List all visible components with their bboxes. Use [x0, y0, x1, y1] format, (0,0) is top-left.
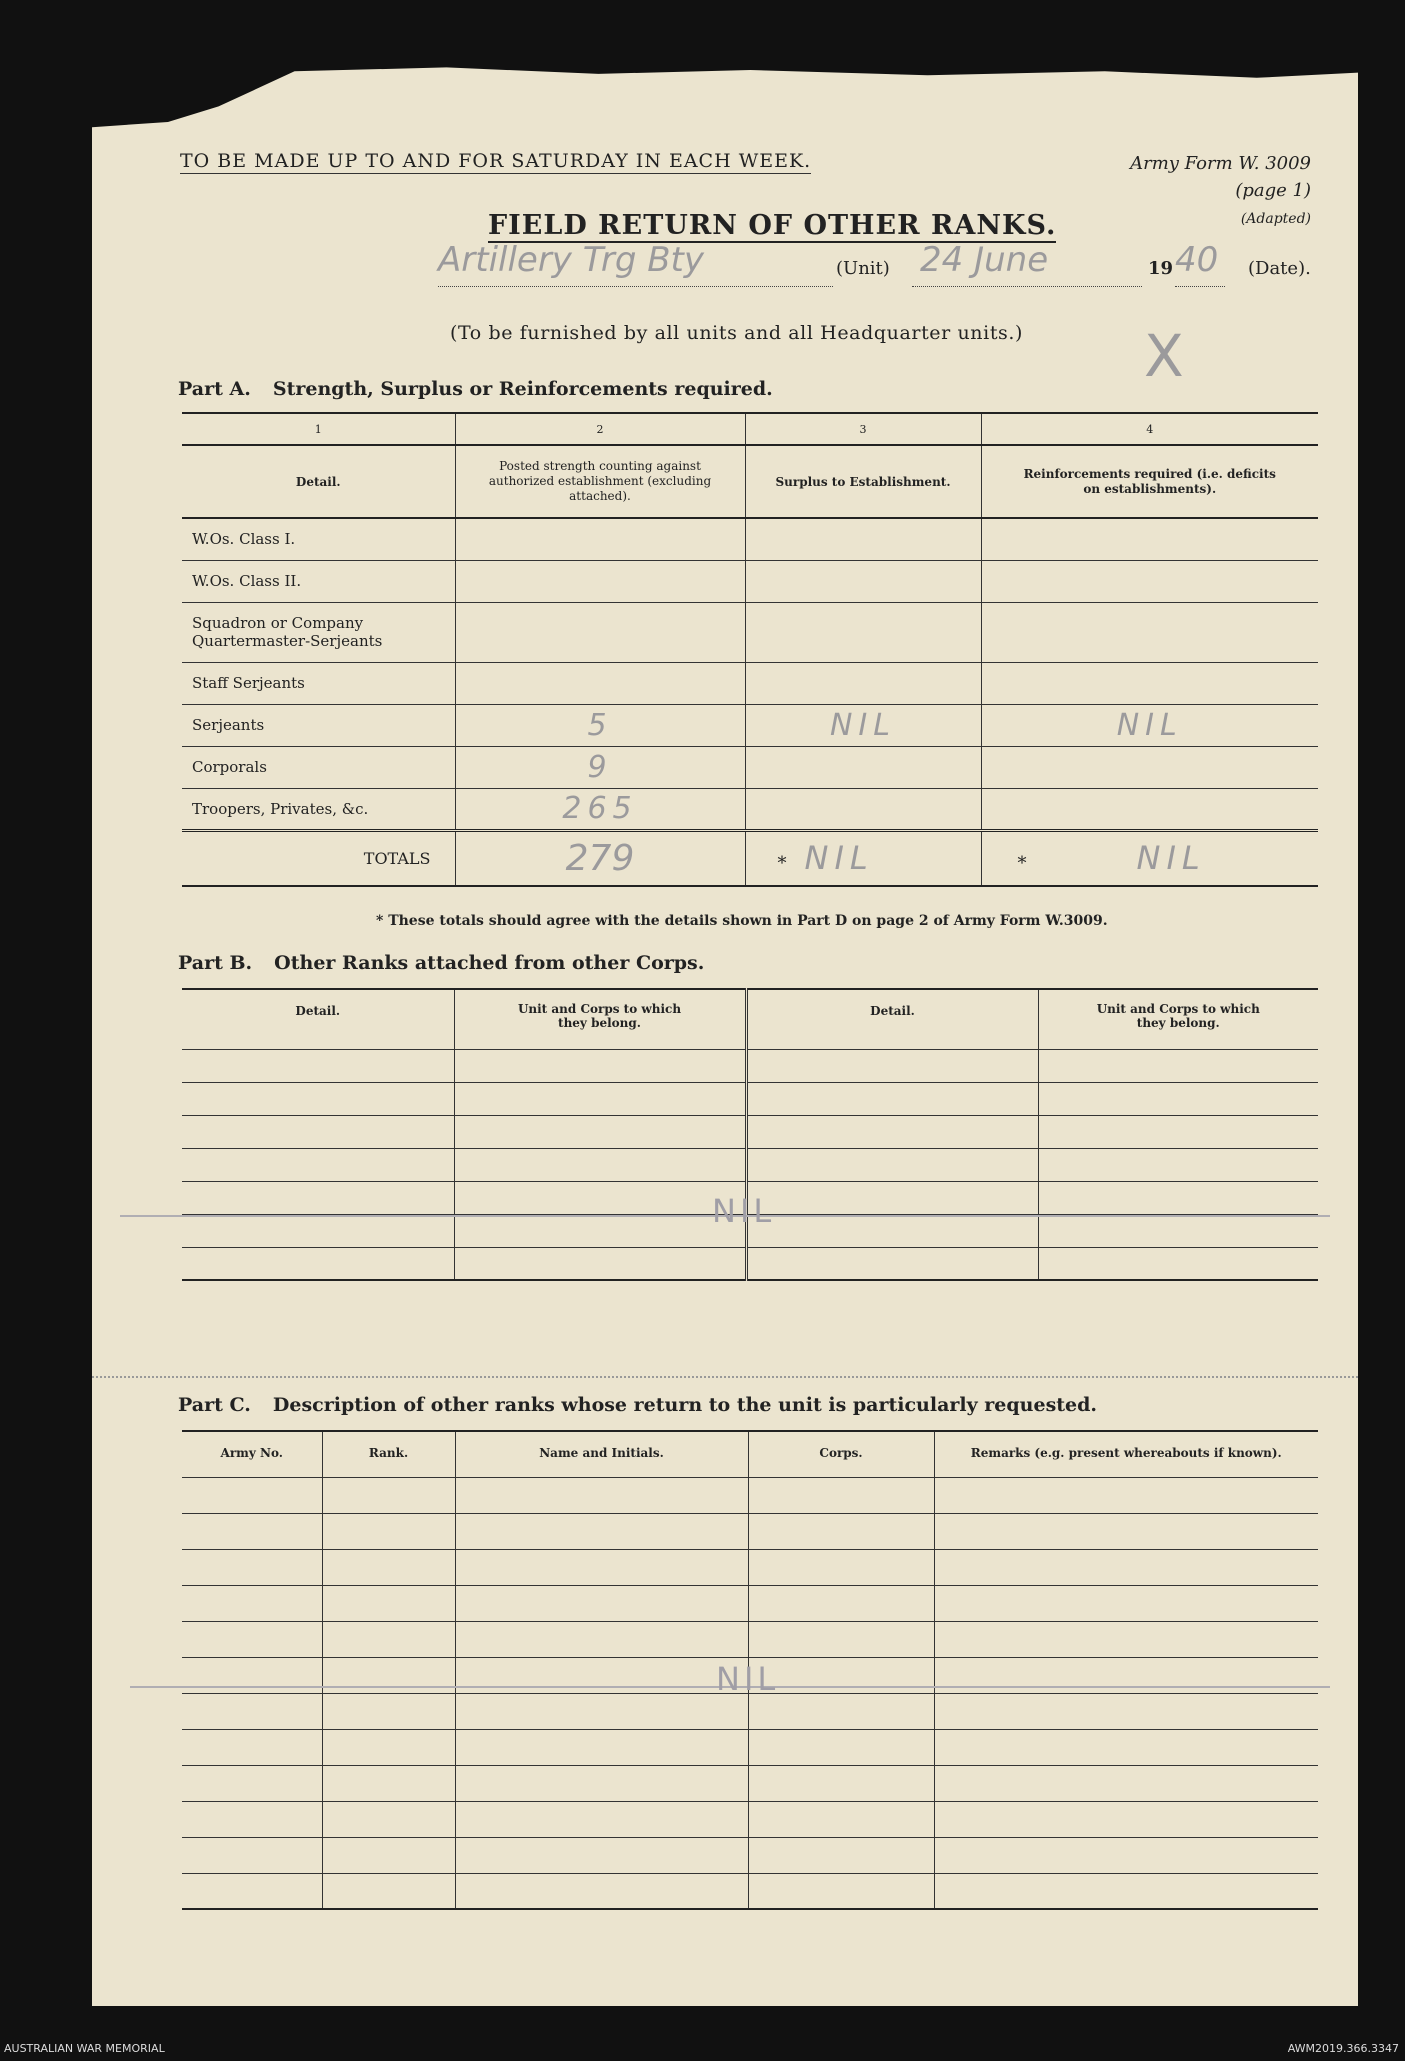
table-row [182, 788, 1318, 830]
table-row [182, 746, 1318, 788]
blank-cell [934, 1801, 1318, 1837]
column-number-row [182, 413, 1318, 445]
part-b-table [182, 988, 1318, 1281]
table-row [182, 704, 1318, 746]
unit-value: Artillery Trg Bty [438, 240, 705, 280]
table-row [182, 1693, 1318, 1729]
blank-cell [455, 1729, 748, 1765]
blank-cell [182, 1477, 322, 1513]
row-detail-cell [182, 746, 455, 788]
table-row [182, 560, 1318, 602]
table-row [182, 518, 1318, 560]
row-detail: Squadron or Company Quartermaster-Serjeants [192, 614, 383, 650]
date-value: 24 June [920, 240, 1049, 280]
blank-cell [1038, 1082, 1318, 1115]
totals-surplus: NIL [804, 839, 874, 878]
table-row [182, 1837, 1318, 1873]
blank-cell [454, 1082, 746, 1115]
blank-cell [182, 1513, 322, 1549]
blank-cell [455, 1549, 748, 1585]
row-reinforcements-cell [981, 704, 1318, 746]
blank-cell [182, 1585, 322, 1621]
blank-cell [182, 1873, 322, 1909]
footer-archive: AUSTRALIAN WAR MEMORIAL [4, 2042, 165, 2055]
blank-cell [746, 1082, 1038, 1115]
blank-cell [1038, 1214, 1318, 1247]
table-row [182, 1115, 1318, 1148]
col-header-remarks: Remarks (e.g. present whereabouts if known). [970, 1446, 1282, 1460]
blank-cell [182, 1729, 322, 1765]
blank-cell [748, 1765, 934, 1801]
blank-cell [182, 1148, 454, 1181]
col-header-detail: Detail. [182, 989, 454, 1049]
row-surplus: NIL [829, 707, 896, 743]
blank-cell [182, 1549, 322, 1585]
row-detail: Troopers, Privates, &c. [192, 799, 369, 818]
date-label: (Date). [1248, 258, 1311, 279]
totals-posted: 279 [565, 837, 635, 879]
table-row [182, 1513, 1318, 1549]
totals-posted-cell [455, 830, 745, 886]
col-header-unit-corps: Unit and Corps to which they belong. [454, 989, 746, 1049]
table-row [182, 1247, 1318, 1280]
blank-cell [182, 1765, 322, 1801]
row-posted-cell [455, 704, 745, 746]
blank-cell [454, 1247, 746, 1280]
row-posted: 265 [562, 791, 638, 826]
totals-note: * These totals should agree with the details shown in Part D on page 2 of Army Form W.3009. [376, 913, 1108, 929]
blank-cell [746, 1049, 1038, 1082]
row-reinforcements: NIL [1116, 707, 1183, 743]
asterisk-mark: * [777, 853, 787, 875]
part-c-heading: Part C. Description of other ranks whose return to the unit is particularly requested. [178, 1394, 1098, 1416]
blank-cell [322, 1477, 455, 1513]
table-row [182, 1082, 1318, 1115]
row-reinforcements-cell [981, 662, 1318, 704]
blank-cell [454, 1181, 746, 1214]
row-reinforcements-cell [981, 560, 1318, 602]
blank-cell [1038, 1181, 1318, 1214]
blank-cell [1038, 1247, 1318, 1280]
blank-cell [455, 1765, 748, 1801]
blank-cell [454, 1049, 746, 1082]
col-number: 3 [745, 413, 981, 445]
table-row [182, 1621, 1318, 1657]
footer-accession: AWM2019.366.3347 [1287, 2042, 1399, 2055]
blank-cell [322, 1765, 455, 1801]
blank-cell [322, 1549, 455, 1585]
blank-cell [746, 1214, 1038, 1247]
blank-cell [182, 1693, 322, 1729]
row-surplus-cell [745, 704, 981, 746]
row-posted-cell [455, 602, 745, 662]
row-detail-cell [182, 662, 455, 704]
blank-cell [748, 1549, 934, 1585]
blank-cell [748, 1621, 934, 1657]
blank-cell [748, 1873, 934, 1909]
year-value: 40 [1175, 240, 1219, 280]
blank-cell [748, 1585, 934, 1621]
form-number-block [1130, 150, 1311, 233]
blank-cell [934, 1477, 1318, 1513]
row-surplus-cell [745, 602, 981, 662]
form-title: FIELD RETURN OF OTHER RANKS. [488, 210, 1057, 241]
col-header-detail: Detail. [182, 445, 455, 518]
col-header-posted: Posted strength counting against authorized establishment (excluding attached). [455, 445, 745, 518]
row-posted: 9 [587, 749, 613, 785]
blank-cell [322, 1873, 455, 1909]
blank-cell [182, 1082, 454, 1115]
col-header-reinforcements: Reinforcements required (i.e. deficits on establishments). [1023, 466, 1276, 496]
col-header-rank: Rank. [322, 1431, 455, 1477]
row-detail: Serjeants [192, 716, 265, 734]
table-row [182, 1873, 1318, 1909]
unit-field [438, 240, 833, 287]
blank-cell [455, 1621, 748, 1657]
col-header-army-no: Army No. [182, 1431, 322, 1477]
row-detail: W.Os. Class II. [192, 572, 302, 590]
table-row [182, 662, 1318, 704]
row-surplus-cell [745, 788, 981, 830]
unit-label: (Unit) [836, 258, 890, 279]
row-surplus-cell [745, 662, 981, 704]
row-detail-cell [182, 560, 455, 602]
col-number: 1 [182, 413, 455, 445]
col-header-surplus: Surplus to Establishment. [745, 445, 981, 518]
blank-cell [322, 1693, 455, 1729]
col-header-unit-corps: Unit and Corps to which they belong. [1096, 1002, 1260, 1030]
table-row [182, 1477, 1318, 1513]
row-posted-cell [455, 788, 745, 830]
col-header-name: Name and Initials. [455, 1431, 748, 1477]
blank-cell [746, 1115, 1038, 1148]
table-row [182, 1765, 1318, 1801]
blank-cell [454, 1148, 746, 1181]
blank-cell [182, 1247, 454, 1280]
blank-cell [182, 1115, 454, 1148]
blank-cell [934, 1693, 1318, 1729]
blank-cell [934, 1621, 1318, 1657]
blank-cell [182, 1621, 322, 1657]
table-row [182, 602, 1318, 662]
row-reinforcements-cell [981, 746, 1318, 788]
col-number: 4 [1146, 422, 1154, 436]
table-row [182, 1729, 1318, 1765]
row-posted-cell [455, 746, 745, 788]
blank-cell [455, 1585, 748, 1621]
form-subtitle: (To be furnished by all units and all Headquarter units.) [450, 322, 1024, 344]
page-number: (page 1) [1235, 180, 1311, 201]
part-a-table [182, 412, 1318, 887]
blank-cell [182, 1049, 454, 1082]
col-header-corps: Corps. [748, 1431, 934, 1477]
part-a-heading: Part A. Strength, Surplus or Reinforcements required. [178, 378, 773, 400]
table-row [182, 1049, 1318, 1082]
row-posted: 5 [587, 707, 613, 743]
blank-cell [934, 1729, 1318, 1765]
adapted-label: (Adapted) [1240, 211, 1311, 227]
blank-cell [455, 1837, 748, 1873]
blank-cell [746, 1247, 1038, 1280]
blank-cell [746, 1181, 1038, 1214]
totals-row [182, 830, 1318, 886]
blank-cell [748, 1729, 934, 1765]
row-reinforcements-cell [981, 788, 1318, 830]
part-b-nil: NIL [712, 1192, 776, 1230]
instruction-text: TO BE MADE UP TO AND FOR SATURDAY IN EACH WEEK. [180, 150, 812, 172]
perforation-line [92, 1376, 1358, 1378]
blank-cell [934, 1873, 1318, 1909]
row-surplus-cell [745, 560, 981, 602]
totals-reinf-cell [981, 830, 1318, 886]
blank-cell [934, 1765, 1318, 1801]
row-surplus-cell [745, 518, 981, 560]
row-posted-cell [455, 662, 745, 704]
part-b-heading: Part B. Other Ranks attached from other Corps. [178, 952, 705, 974]
blank-cell [322, 1729, 455, 1765]
blank-cell [182, 1214, 454, 1247]
blank-cell [455, 1513, 748, 1549]
blank-cell [322, 1621, 455, 1657]
blank-cell [322, 1837, 455, 1873]
column-header-row [182, 445, 1318, 518]
part-c-header-row [182, 1431, 1318, 1477]
col-header-detail: Detail. [746, 989, 1038, 1049]
blank-cell [455, 1477, 748, 1513]
blank-cell [322, 1585, 455, 1621]
blank-cell [1038, 1148, 1318, 1181]
row-detail-cell [182, 602, 455, 662]
blank-cell [182, 1837, 322, 1873]
row-detail-cell [182, 518, 455, 560]
blank-cell [455, 1693, 748, 1729]
part-c-nil: NIL [716, 1660, 780, 1698]
blank-cell [182, 1801, 322, 1837]
blank-cell [182, 1181, 454, 1214]
blank-cell [1038, 1049, 1318, 1082]
row-posted-cell [455, 518, 745, 560]
row-detail: W.Os. Class I. [192, 530, 296, 549]
blank-cell [454, 1115, 746, 1148]
totals-surplus-cell [745, 830, 981, 886]
blank-cell [934, 1837, 1318, 1873]
blank-cell [322, 1513, 455, 1549]
part-b-header-row [182, 989, 1318, 1049]
row-reinforcements-cell [981, 518, 1318, 560]
form-number: Army Form W. 3009 [1130, 153, 1311, 174]
totals-label: TOTALS [182, 830, 455, 886]
row-posted-cell [455, 560, 745, 602]
blank-cell [748, 1513, 934, 1549]
blank-cell [934, 1585, 1318, 1621]
blank-cell [748, 1837, 934, 1873]
blank-cell [934, 1513, 1318, 1549]
table-row [182, 1585, 1318, 1621]
blank-cell [455, 1801, 748, 1837]
blank-cell [455, 1873, 748, 1909]
blank-cell [748, 1801, 934, 1837]
blank-cell [934, 1549, 1318, 1585]
blank-cell [746, 1148, 1038, 1181]
date-field [912, 240, 1142, 287]
table-row [182, 1148, 1318, 1181]
row-detail: Staff Serjeants [192, 674, 305, 692]
row-detail-cell [182, 788, 455, 830]
handwritten-mark: X [1144, 322, 1184, 390]
blank-cell [454, 1214, 746, 1247]
year-field [1175, 240, 1225, 287]
col-number: 2 [455, 413, 745, 445]
blank-cell [1038, 1115, 1318, 1148]
row-surplus-cell [745, 746, 981, 788]
blank-cell [748, 1693, 934, 1729]
blank-cell [748, 1477, 934, 1513]
asterisk-mark: * [1017, 853, 1027, 875]
table-row [182, 1549, 1318, 1585]
blank-cell [322, 1801, 455, 1837]
totals-reinf: NIL [1136, 839, 1206, 878]
row-detail: Corporals [192, 758, 267, 776]
table-row [182, 1801, 1318, 1837]
year-prefix: 19 [1148, 258, 1174, 279]
row-detail-cell [182, 704, 455, 746]
row-reinforcements-cell [981, 602, 1318, 662]
